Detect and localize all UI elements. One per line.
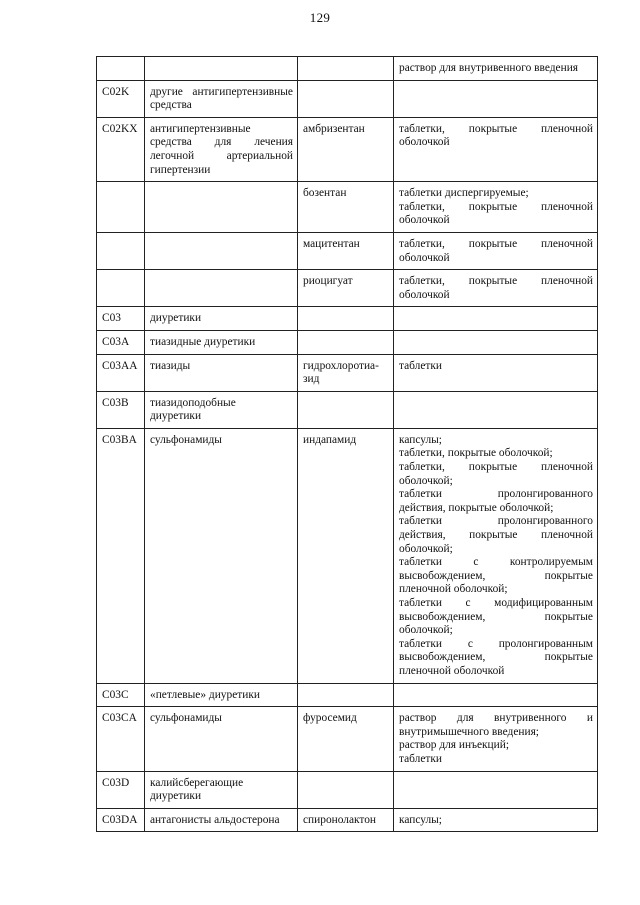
group-line: тиазидоподобные [150, 396, 236, 409]
cell-substance [298, 182, 394, 233]
cell-code: C03A [97, 330, 145, 354]
cell-substance [298, 391, 394, 428]
cell-group [145, 707, 298, 771]
cell-group [145, 182, 298, 233]
substance-line: спиронолактон [303, 813, 377, 826]
group-line: диуретики [150, 790, 202, 803]
cell-code: C02K [97, 80, 145, 117]
forms-line: внутримышечного введения; [399, 725, 539, 738]
group-line: легочной артериальной [150, 149, 293, 162]
forms-line: оболочкой [399, 214, 450, 227]
cell-substance [298, 707, 394, 771]
substance-line: индапамид [303, 433, 357, 446]
cell-forms [394, 354, 598, 391]
cell-substance [298, 428, 394, 683]
substance-line: фуросемид [303, 712, 357, 725]
cell-code: C03DA [97, 808, 145, 832]
group-line: антигипертензивные [150, 122, 251, 135]
cell-code: C03D [97, 771, 145, 808]
forms-line: оболочкой [399, 288, 450, 301]
cell-code: C03C [97, 683, 145, 707]
cell-forms [394, 270, 598, 307]
cell-group [145, 117, 298, 181]
group-line: калийсберегающие [150, 776, 244, 789]
substance-line: бозентан [303, 187, 347, 200]
cell-code: C02KX [97, 117, 145, 181]
cell-substance [298, 808, 394, 832]
forms-line: таблетки, покрытые оболочкой; [399, 447, 553, 460]
forms-line: таблетки с контролируемым [399, 556, 593, 569]
cell-substance [298, 354, 394, 391]
forms-line: высвобождением, покрытые [399, 610, 593, 623]
cell-group [145, 232, 298, 269]
cell-substance [298, 330, 394, 354]
cell-substance [298, 80, 394, 117]
table-row [97, 57, 598, 81]
cell-forms [394, 330, 598, 354]
forms-line: раствор для внутривенного и [399, 712, 593, 725]
cell-group [145, 57, 298, 81]
forms-line: оболочкой [399, 136, 450, 149]
cell-substance [298, 232, 394, 269]
substance-line: мацитентан [303, 237, 360, 250]
forms-line: раствор для внутривенного введения [399, 62, 579, 74]
table-row [97, 330, 598, 354]
cell-forms [394, 808, 598, 832]
substance-line: зид [303, 373, 320, 386]
group-line: диуретики [150, 312, 202, 325]
cell-group [145, 270, 298, 307]
forms-line: оболочкой; [399, 624, 453, 637]
table-row [97, 428, 598, 683]
group-line: средства для лечения [150, 136, 293, 149]
table-row [97, 232, 598, 269]
forms-line: действия, покрытые оболочкой; [399, 501, 554, 514]
table-row [97, 391, 598, 428]
cell-code: C03CA [97, 707, 145, 771]
cell-code [97, 57, 145, 81]
cell-forms [394, 707, 598, 771]
table-row [97, 307, 598, 331]
group-line: средства [150, 99, 192, 112]
cell-forms [394, 428, 598, 683]
drug-classification-table [96, 56, 598, 832]
forms-line: таблетки с модифицированным [399, 597, 593, 609]
group-line: тиазиды [150, 359, 191, 372]
cell-forms [394, 182, 598, 233]
forms-line: высвобождением, покрытые [399, 651, 593, 664]
forms-line: таблетки диспергируемые; [399, 187, 529, 200]
cell-code [97, 182, 145, 233]
cell-forms [394, 57, 598, 81]
cell-forms [394, 80, 598, 117]
cell-group [145, 808, 298, 832]
table-row [97, 80, 598, 117]
group-line: гипертензии [150, 163, 211, 176]
forms-line: капсулы; [399, 433, 442, 446]
table-row [97, 270, 598, 307]
forms-line: высвобождением, покрытые [399, 569, 593, 582]
forms-line: таблетки [399, 752, 443, 765]
cell-code: C03BA [97, 428, 145, 683]
cell-forms [394, 771, 598, 808]
cell-group [145, 354, 298, 391]
table-row [97, 182, 598, 233]
cell-group [145, 683, 298, 707]
table-body [97, 57, 598, 832]
substance-line: амбризентан [303, 122, 365, 135]
cell-forms [394, 307, 598, 331]
forms-line: оболочкой; [399, 542, 453, 555]
cell-group [145, 771, 298, 808]
forms-line: таблетки, покрытые пленочной [399, 200, 593, 213]
cell-group [145, 80, 298, 117]
cell-substance [298, 117, 394, 181]
cell-code: C03 [97, 307, 145, 331]
table-row [97, 771, 598, 808]
table-row [97, 808, 598, 832]
forms-line: таблетки пролонгированного [399, 488, 593, 501]
cell-forms [394, 683, 598, 707]
cell-group [145, 391, 298, 428]
cell-forms [394, 117, 598, 181]
group-line: сульфонамиды [150, 712, 222, 725]
cell-group [145, 307, 298, 331]
cell-code: C03B [97, 391, 145, 428]
forms-line: таблетки, покрытые пленочной [399, 122, 593, 135]
forms-line: таблетки с пролонгированным [399, 637, 593, 650]
forms-line: таблетки, покрытые пленочной [399, 275, 593, 288]
forms-line: раствор для инъекций; [399, 739, 510, 752]
cell-substance [298, 771, 394, 808]
forms-line: капсулы; [399, 813, 442, 826]
cell-code: C03AA [97, 354, 145, 391]
cell-substance [298, 270, 394, 307]
page-number: 129 [309, 10, 331, 25]
cell-forms [394, 391, 598, 428]
group-line: «петлевые» диуретики [150, 688, 260, 701]
substance-line: риоцигуат [303, 275, 353, 288]
cell-substance [298, 683, 394, 707]
cell-group [145, 428, 298, 683]
group-line: другие антигипертензивные [150, 85, 293, 98]
forms-line: таблетки [399, 359, 443, 372]
table-row [97, 683, 598, 707]
forms-line: оболочкой [399, 251, 450, 264]
forms-line: таблетки, покрытые пленочной [399, 237, 593, 250]
cell-substance [298, 57, 394, 81]
forms-line: таблетки, покрытые пленочной [399, 461, 593, 474]
group-line: тиазидные диуретики [150, 335, 256, 348]
cell-code [97, 232, 145, 269]
forms-line: оболочкой; [399, 474, 453, 487]
table-row [97, 707, 598, 771]
cell-forms [394, 232, 598, 269]
group-line: сульфонамиды [150, 433, 222, 446]
group-line: антагонисты альдостерона [150, 813, 280, 826]
group-line: диуретики [150, 410, 202, 423]
forms-line: действия, покрытые пленочной [399, 529, 593, 542]
forms-line: таблетки пролонгированного [399, 515, 593, 528]
cell-code [97, 270, 145, 307]
forms-line: пленочной оболочкой; [399, 583, 508, 596]
table-row [97, 117, 598, 181]
forms-line: пленочной оболочкой [399, 664, 505, 677]
cell-substance [298, 307, 394, 331]
substance-line: гидрохлоротиа- [303, 359, 379, 372]
cell-group [145, 330, 298, 354]
table-row [97, 354, 598, 391]
